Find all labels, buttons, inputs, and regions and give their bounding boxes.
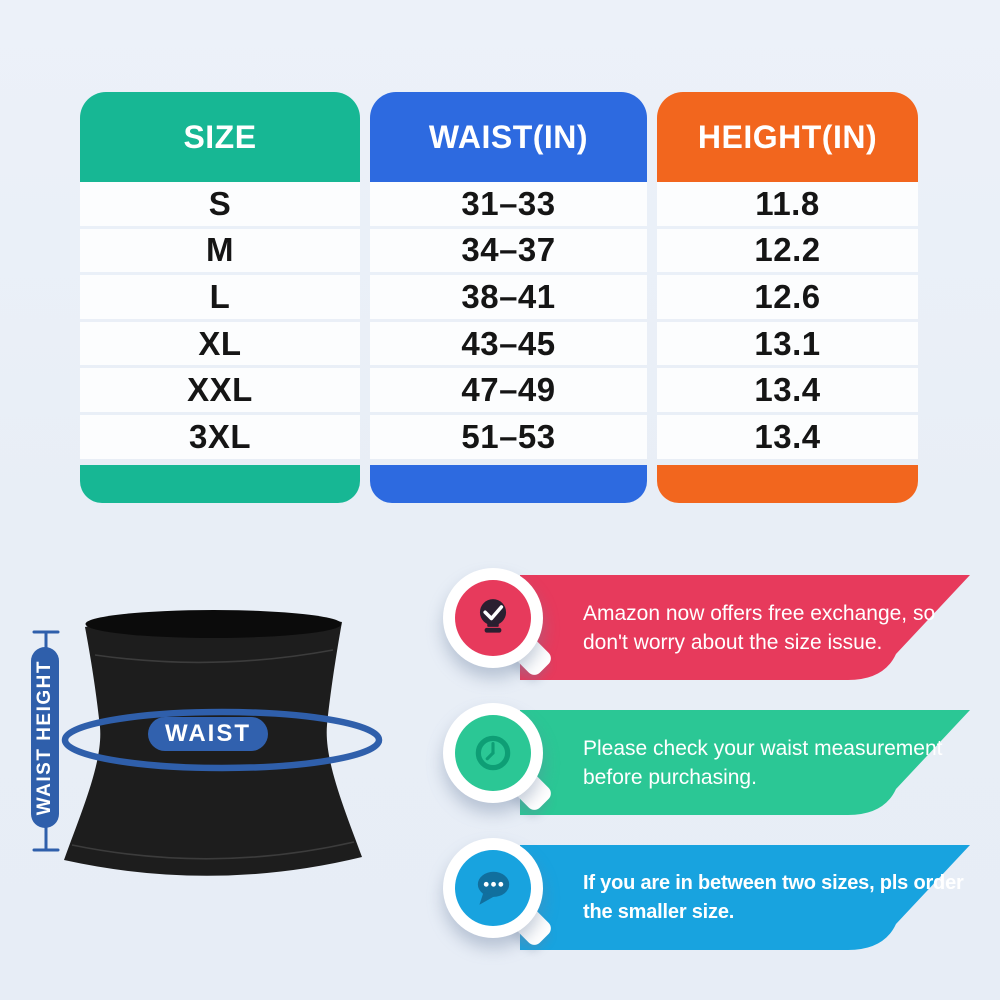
chat-bubble-icon <box>470 865 516 911</box>
callout <box>443 703 973 818</box>
size-table-cell: M <box>80 229 360 273</box>
size-table-header: HEIGHT(IN) <box>657 92 918 182</box>
waist-height-label: WAIST HEIGHT <box>34 659 55 816</box>
size-table-cell: 12.2 <box>657 229 918 273</box>
size-table-header: SIZE <box>80 92 360 182</box>
size-table-cell: XXL <box>80 368 360 412</box>
size-table-cell: 34–37 <box>370 229 647 273</box>
size-table-cell: 31–33 <box>370 182 647 226</box>
waist-height-label-pill <box>31 647 59 828</box>
waist-label-pill <box>148 717 268 751</box>
size-table-cell: 51–53 <box>370 415 647 459</box>
callout-line-2: don't worry about the size issue. <box>583 630 883 654</box>
callout-text <box>583 575 936 680</box>
callout-badge <box>443 568 543 668</box>
callout <box>443 838 973 953</box>
size-table-cell: 12.6 <box>657 275 918 319</box>
waist-label: WAIST <box>165 720 251 747</box>
size-table-cell: 13.4 <box>657 368 918 412</box>
size-table-footer-bar <box>370 465 647 503</box>
size-table-column <box>80 92 360 503</box>
size-table-cell: L <box>80 275 360 319</box>
callout-line-1: If you are in between two sizes, pls order <box>583 871 964 894</box>
size-table-cells <box>80 182 360 459</box>
callout-badge-inner <box>455 850 531 926</box>
size-table-cell: 11.8 <box>657 182 918 226</box>
callout-badge <box>443 703 543 803</box>
waist-trainer-illustration <box>0 580 470 1000</box>
clock-icon <box>470 730 516 776</box>
size-table-cell: 13.4 <box>657 415 918 459</box>
size-table-footer-bar <box>80 465 360 503</box>
size-table-cell: S <box>80 182 360 226</box>
callout-badge-inner <box>455 715 531 791</box>
size-table-column <box>657 92 918 503</box>
size-table-cell: XL <box>80 322 360 366</box>
lightbulb-check-icon <box>470 595 516 641</box>
callout-line-2: before purchasing. <box>583 765 757 789</box>
callout-badge-inner <box>455 580 531 656</box>
waist-trainer-opening <box>86 610 342 638</box>
size-table-footer-bar <box>657 465 918 503</box>
callout-line-1: Amazon now offers free exchange, so <box>583 601 936 625</box>
size-table-column <box>370 92 647 503</box>
size-table-cell: 43–45 <box>370 322 647 366</box>
size-table-cells <box>657 182 918 459</box>
callout-badge <box>443 838 543 938</box>
size-table-header: WAIST(IN) <box>370 92 647 182</box>
size-table-cell: 3XL <box>80 415 360 459</box>
callout-text <box>583 710 943 815</box>
size-table-cell: 13.1 <box>657 322 918 366</box>
callout-line-1: Please check your waist measurement <box>583 736 943 760</box>
callout-line-2: the smaller size. <box>583 900 735 923</box>
callout-text <box>583 845 964 950</box>
size-table <box>80 92 918 503</box>
size-table-cells <box>370 182 647 459</box>
size-table-cell: 38–41 <box>370 275 647 319</box>
callout <box>443 568 973 683</box>
size-table-cell: 47–49 <box>370 368 647 412</box>
